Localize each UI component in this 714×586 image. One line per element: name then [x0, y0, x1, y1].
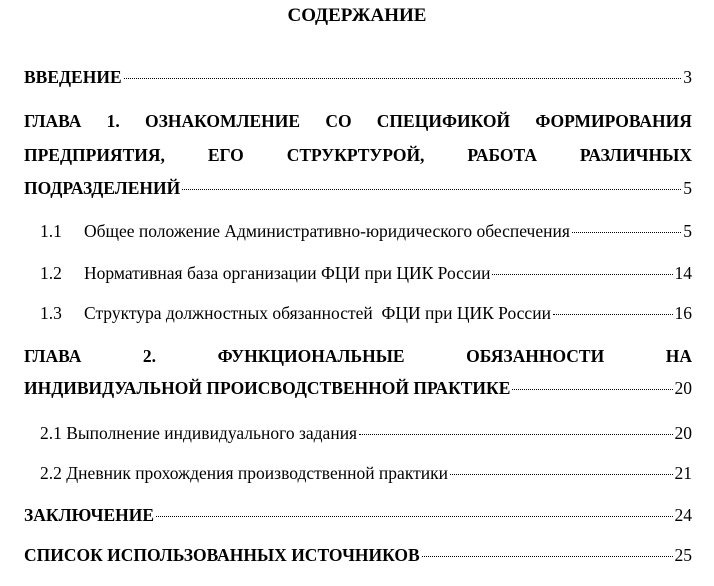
dot-leader — [450, 474, 673, 475]
toc-entry-label: ВВЕДЕНИЕ — [24, 67, 122, 87]
word: РАБОТА — [467, 145, 537, 165]
toc-page-number: 3 — [683, 67, 692, 87]
dot-leader — [422, 556, 673, 557]
toc-entry-label: ПОДРАЗДЕЛЕНИЙ — [24, 178, 181, 198]
toc-page-number: 21 — [674, 463, 692, 483]
toc-section-1-1[interactable] — [40, 221, 692, 241]
dot-leader — [124, 78, 682, 79]
word: РАЗЛИЧНЫХ — [579, 145, 692, 165]
toc-section-text — [40, 221, 570, 241]
section-number: 1.2 — [40, 263, 62, 283]
word: ФУНКЦИОНАЛЬНЫЕ — [217, 346, 405, 366]
dot-leader — [572, 232, 681, 233]
word: СПЕЦИФИКОЙ — [376, 111, 511, 131]
toc-entry-label: ИНДИВИДУАЛЬНОЙ ПРОИСВОДСТВЕННОЙ ПРАКТИКЕ — [24, 378, 511, 398]
toc-entry-conclusion[interactable] — [24, 505, 692, 525]
toc-page-number: 20 — [674, 423, 692, 443]
toc-entry-intro[interactable] — [24, 67, 692, 87]
toc-page-number: 5 — [683, 221, 692, 241]
toc-page-number: 20 — [674, 378, 692, 398]
toc-page-number: 24 — [674, 505, 692, 525]
toc-chapter2-line1[interactable] — [24, 346, 692, 366]
dot-leader — [553, 314, 673, 315]
word: 1. — [106, 111, 120, 131]
toc-entry-label: Общее положение Административно-юридического обеспечения — [84, 221, 570, 241]
toc-section-1-3[interactable] — [40, 303, 692, 323]
toc-title: СОДЕРЖАНИЕ — [287, 5, 427, 26]
toc-section-1-2[interactable] — [40, 263, 692, 283]
section-number: 1.1 — [40, 221, 62, 241]
word: ПРЕДПРИЯТИЯ, — [24, 145, 165, 165]
toc-page-number: 14 — [674, 263, 692, 283]
dot-leader — [512, 389, 672, 390]
word: ГЛАВА — [24, 111, 82, 131]
dot-leader — [359, 434, 672, 435]
toc-chapter1-line1[interactable] — [24, 111, 692, 131]
dot-leader — [182, 189, 681, 190]
toc-section-2-2[interactable] — [40, 463, 692, 483]
toc-entry-label: 2.2 Дневник прохождения производственной практики — [40, 463, 448, 483]
toc-entry-label: ЗАКЛЮЧЕНИЕ — [24, 505, 155, 525]
word: 2. — [142, 346, 157, 366]
word: СТРУКРТУРОЙ, — [286, 145, 425, 165]
dot-leader — [156, 516, 672, 517]
word: ОЗНАКОМЛЕНИЕ — [144, 111, 301, 131]
toc-entry-label: Структура должностных обязанностей ФЦИ при ЦИК России — [84, 303, 551, 323]
toc-page-number: 25 — [674, 545, 692, 565]
toc-section-2-1[interactable] — [40, 423, 692, 443]
word: ФОРМИРОВАНИЯ — [535, 111, 692, 131]
toc-page-number: 16 — [674, 303, 692, 323]
toc-page-number: 5 — [683, 178, 692, 198]
dot-leader — [492, 274, 672, 275]
word: ОБЯЗАННОСТИ — [466, 346, 605, 366]
word: НА — [665, 346, 692, 366]
toc-section-text — [40, 263, 490, 283]
word: СО — [325, 111, 352, 131]
word: ГЛАВА — [24, 346, 82, 366]
toc-entry-sources[interactable] — [24, 545, 692, 565]
toc-entry-label: 2.1 Выполнение индивидуального задания — [40, 423, 358, 443]
word: ЕГО — [207, 145, 244, 165]
toc-chapter1-line3[interactable] — [24, 178, 692, 198]
toc-chapter1-line2[interactable] — [24, 145, 692, 165]
toc-entry-label: Нормативная база организации ФЦИ при ЦИК России — [84, 263, 491, 283]
section-number: 1.3 — [40, 303, 62, 323]
toc-chapter2-line2[interactable] — [24, 378, 692, 398]
toc-entry-label: СПИСОК ИСПОЛЬЗОВАННЫХ ИСТОЧНИКОВ — [24, 545, 420, 565]
toc-section-text — [40, 303, 551, 323]
